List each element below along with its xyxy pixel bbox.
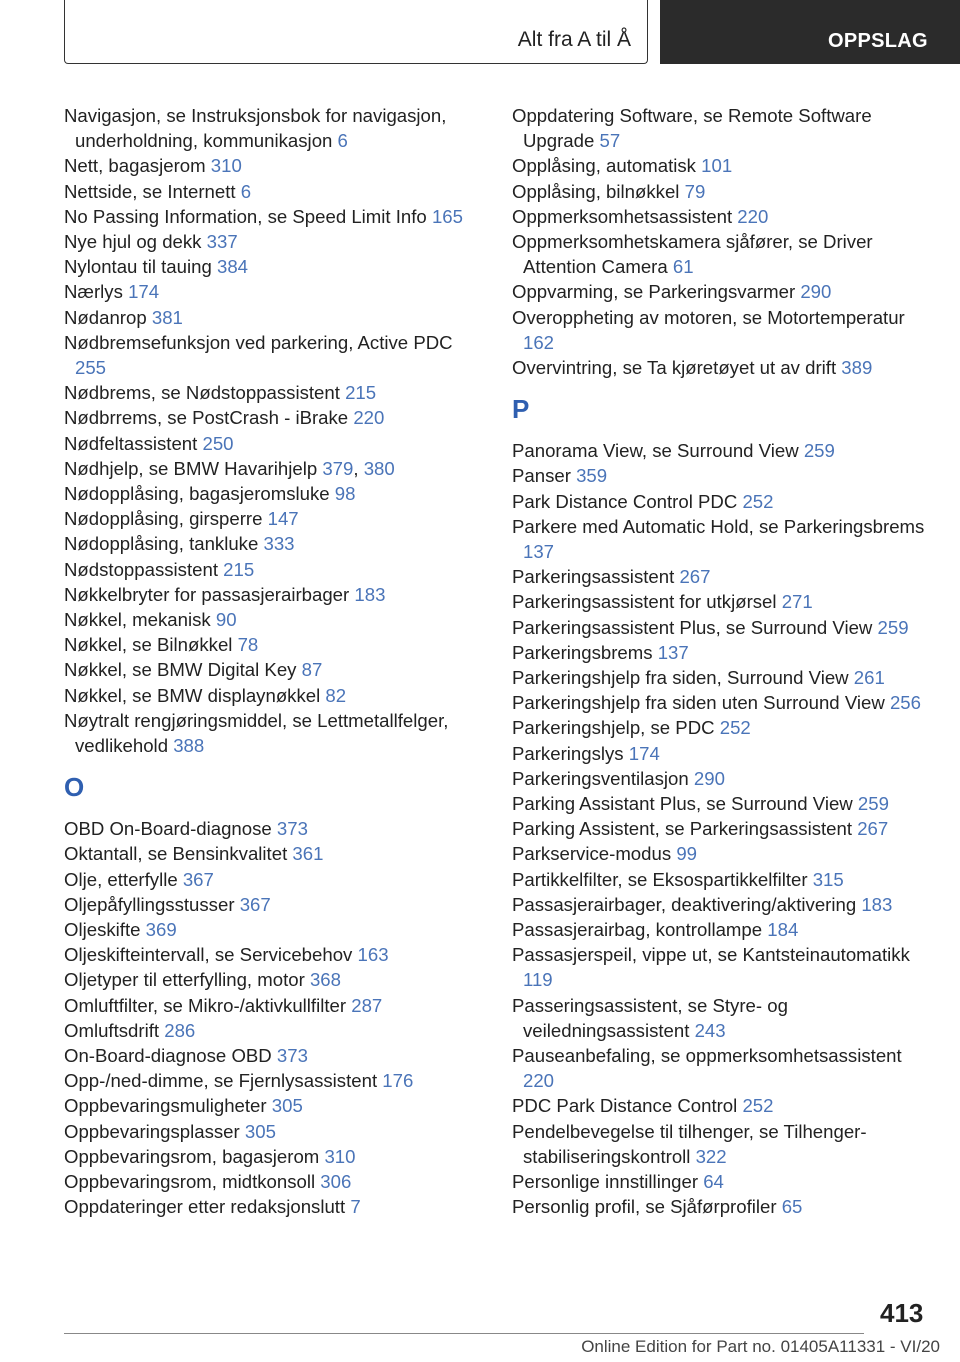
- page-reference-link[interactable]: 367: [239, 893, 271, 915]
- page-reference-link[interactable]: 174: [128, 281, 160, 303]
- index-entry: [512, 791, 932, 816]
- index-entry-text: Omluftsdrift: [64, 1019, 160, 1041]
- page-reference-link[interactable]: 310: [210, 155, 242, 177]
- page-reference-link[interactable]: 306: [320, 1171, 352, 1193]
- index-entry-text: Partikkelfilter, se Eksospartikkelfilter: [512, 868, 808, 890]
- index-entry-text: Pauseanbefaling, se oppmerksomhetsassistent: [512, 1045, 902, 1067]
- page-reference-link[interactable]: 165: [431, 205, 463, 227]
- index-entry-text: Nettside, se Internett: [64, 180, 236, 202]
- index-entry: [512, 1169, 932, 1194]
- index-entry: [64, 279, 484, 304]
- page-reference-link[interactable]: 287: [351, 994, 383, 1016]
- index-entry-text: Nødhjelp, se BMW Havarihjelp: [64, 457, 318, 479]
- page-reference-link[interactable]: 64: [703, 1171, 724, 1193]
- index-entry-text: Passasjerspeil, vippe ut, se Kantsteinautomatikk: [512, 944, 910, 966]
- index-entry: [512, 1119, 932, 1169]
- index-entry: [64, 683, 484, 708]
- index-entry-text: Nøkkel, se Bilnøkkel: [64, 634, 233, 656]
- index-entry-text: Nye hjul og dekk: [64, 231, 202, 253]
- index-entry: [512, 463, 932, 488]
- page-reference-link[interactable]: 384: [216, 256, 249, 278]
- header-title: Alt fra A til Å: [517, 28, 631, 51]
- index-entry: [64, 1169, 484, 1194]
- page-reference-link[interactable]: 119: [523, 969, 553, 991]
- index-entry: [64, 531, 484, 556]
- index-entry-text: Passasjerairbager, deaktivering/aktivering: [512, 893, 857, 915]
- page-reference-link[interactable]: 82: [325, 684, 347, 706]
- index-entry-text: Oljeskifte: [64, 919, 141, 941]
- index-entry-text: Overvintring, se Ta kjøretøyet ut av drift: [512, 357, 837, 379]
- page-reference-link[interactable]: 259: [857, 793, 889, 815]
- page-reference-link[interactable]: 163: [357, 944, 389, 966]
- index-entry-text: PDC Park Distance Control: [512, 1095, 738, 1117]
- index-entry-text: Opplåsing, automatisk: [512, 155, 696, 177]
- index-entry-text: Pendelbevegelse til tilhenger, se Tilhenger-stabiliseringskontroll: [512, 1120, 867, 1167]
- index-entry: [512, 179, 932, 204]
- index-entry: [512, 766, 932, 791]
- index-entry: [512, 438, 932, 463]
- page-reference-link[interactable]: 373: [276, 818, 308, 840]
- index-entry-text: Parkeringsassistent: [512, 566, 675, 588]
- index-entry: [512, 229, 932, 279]
- index-column-left: [64, 103, 484, 1220]
- index-entry: [512, 279, 932, 304]
- index-entry-text: Parkeringsbrems: [512, 641, 653, 663]
- page-reference-link[interactable]: 380: [363, 457, 395, 479]
- index-entry-text: Nøytralt rengjøringsmiddel, se Lettmetallfelger, vedlikehold: [64, 709, 449, 757]
- page-reference-link[interactable]: 147: [267, 508, 299, 530]
- index-entry-text: Nødbremsefunksjon ved parkering, Active PDC: [64, 331, 453, 353]
- index-entry: [512, 892, 932, 917]
- page-reference-link[interactable]: 7: [350, 1196, 361, 1218]
- index-entry-text: Oljepåfyllingsstusser: [64, 893, 235, 915]
- page-reference-link[interactable]: 286: [164, 1019, 196, 1041]
- page-reference-link[interactable]: 368: [309, 969, 341, 991]
- index-entry: [512, 355, 932, 380]
- index-entry-text: Opplåsing, bilnøkkel: [512, 180, 680, 202]
- index-entry-text: Oljetyper til etterfylling, motor: [64, 969, 305, 991]
- index-letter-heading: O: [64, 771, 85, 802]
- page-reference-link[interactable]: 389: [841, 357, 873, 379]
- index-entry: Nødhjelp, se BMW Havarihjelp 379, 380: [64, 457, 395, 479]
- index-entry-text: Parking Assistent, se Parkeringsassistent: [512, 818, 853, 840]
- index-entry: [64, 967, 484, 992]
- page-reference-link[interactable]: 373: [276, 1045, 308, 1067]
- page-reference-link[interactable]: 259: [877, 616, 909, 638]
- page-reference-link[interactable]: 290: [693, 767, 725, 789]
- index-entry: [64, 708, 484, 758]
- index-entry-text: Oppbevaringsplasser: [64, 1120, 240, 1142]
- index-entry: [512, 204, 932, 229]
- index-entry: [512, 305, 932, 355]
- page-reference-link[interactable]: 252: [719, 717, 751, 739]
- index-entry: [512, 103, 932, 153]
- index-entry: [512, 153, 932, 178]
- index-entry-text: Nødbrems, se Nødstoppassistent: [64, 382, 340, 404]
- index-entry-text: Oppbevaringsrom, bagasjerom: [64, 1145, 320, 1167]
- page-reference-link[interactable]: 322: [695, 1145, 727, 1167]
- index-entry: [64, 1068, 484, 1093]
- page-reference-link[interactable]: 220: [353, 407, 385, 429]
- index-letter-heading: P: [512, 393, 530, 424]
- page-reference-link[interactable]: 367: [182, 868, 214, 890]
- page-reference-link[interactable]: 174: [628, 742, 660, 764]
- index-entry-text: Parkeringshjelp fra siden uten Surround View: [512, 692, 885, 714]
- index-entry: [64, 1119, 484, 1144]
- index-entry-text: Panorama View, se Surround View: [512, 440, 799, 462]
- page-reference-link[interactable]: 359: [576, 465, 608, 487]
- index-entry-text: Oljeskifteintervall, se Servicebehov: [64, 944, 353, 966]
- index-entry: [64, 841, 484, 866]
- index-entry: [512, 514, 932, 564]
- page-reference-link[interactable]: 381: [151, 306, 183, 328]
- index-entry-text: Oppmerksomhetskamera sjåfører, se Driver Attention Camera: [512, 231, 873, 278]
- page-reference-link[interactable]: 305: [271, 1095, 303, 1117]
- page-reference-link[interactable]: 61: [672, 256, 694, 278]
- index-entry-text: Parkservice-modus: [512, 843, 672, 865]
- index-entry: [512, 993, 932, 1043]
- index-entry-text: Park Distance Control PDC: [512, 490, 738, 512]
- index-entry: [512, 816, 932, 841]
- index-entry-text: Parkeringsventilasjon: [512, 767, 689, 789]
- index-entry-text: Nylontau til tauing: [64, 256, 212, 278]
- index-entry-text: Parking Assistant Plus, se Surround View: [512, 793, 853, 815]
- page-reference-link[interactable]: 215: [223, 558, 255, 580]
- page-reference-link[interactable]: 290: [800, 281, 832, 303]
- index-entry: [512, 1194, 932, 1219]
- page-reference-link[interactable]: 267: [679, 566, 711, 588]
- index-entry: [64, 867, 484, 892]
- page-reference-link[interactable]: 99: [676, 843, 697, 865]
- index-entry-text: Nøkkel, se BMW Digital Key: [64, 659, 297, 681]
- index-entry: [64, 179, 484, 204]
- index-entry: [64, 1144, 484, 1169]
- index-entry-text: Nærlys: [64, 281, 123, 303]
- index-entry: [64, 204, 484, 229]
- index-entry-text: Parkeringshjelp fra siden, Surround View: [512, 667, 849, 689]
- index-entry-text: Nøkkel, se BMW displaynøkkel: [64, 684, 321, 706]
- index-entry-text: Oppbevaringsmuligheter: [64, 1095, 267, 1117]
- index-entry-text: On-Board-diagnose OBD: [64, 1045, 272, 1067]
- page-reference-link[interactable]: 6: [337, 130, 348, 152]
- index-entry-text: Oppbevaringsrom, midtkonsoll: [64, 1171, 316, 1193]
- index-entry: [64, 816, 484, 841]
- page-reference-link[interactable]: 137: [657, 641, 689, 663]
- page-reference-link[interactable]: 379: [322, 457, 354, 479]
- page-reference-link[interactable]: 6: [240, 180, 252, 202]
- index-entry-text: Nødopplåsing, tankluke: [64, 533, 259, 555]
- page-reference-link[interactable]: 305: [244, 1120, 276, 1142]
- page-reference-link[interactable]: 87: [301, 659, 323, 681]
- page-reference-link[interactable]: 184: [767, 919, 799, 941]
- index-entry-text: Passasjerairbag, kontrollampe: [512, 919, 763, 941]
- index-entry-text: Nødopplåsing, bagasjeromsluke: [64, 483, 330, 505]
- page-reference-link[interactable]: 261: [853, 667, 885, 689]
- index-entry: [64, 380, 484, 405]
- index-entry-text: Parkeringsassistent Plus, se Surround View: [512, 616, 873, 638]
- page-reference-link[interactable]: 256: [889, 692, 921, 714]
- page-reference-link[interactable]: 183: [861, 893, 893, 915]
- index-column-right: [512, 103, 932, 1220]
- page-reference-link[interactable]: 388: [173, 735, 205, 757]
- page-reference-link[interactable]: 361: [292, 843, 324, 865]
- index-entry-text: Personlige innstillinger: [512, 1171, 699, 1193]
- page-number: 413: [880, 1298, 924, 1328]
- page-reference-link[interactable]: 183: [354, 583, 386, 605]
- index-entry: [512, 942, 932, 992]
- index-entry-text: Parkeringsassistent for utkjørsel: [512, 591, 777, 613]
- index-entry: [64, 405, 484, 430]
- index-entry-text: Nødopplåsing, girsperre: [64, 508, 263, 530]
- index-entry-text: Opp-/ned-dimme, se Fjernlysassistent: [64, 1070, 378, 1092]
- index-entry-text: Navigasjon, se Instruksjonsbok for navigasjon, underholdning, kommunikasjon: [64, 105, 447, 152]
- index-entry: [64, 1018, 484, 1043]
- page-reference-link[interactable]: 310: [324, 1145, 356, 1167]
- page-reference-link[interactable]: 220: [523, 1070, 555, 1092]
- section-label: OPPSLAG: [660, 0, 960, 64]
- index-entry-text: Oppdatering Software, se Remote Software Upgrade: [512, 105, 872, 152]
- page-reference-link[interactable]: 369: [145, 919, 177, 941]
- index-entry-text: Oktantall, se Bensinkvalitet: [64, 843, 288, 865]
- index-entry: [512, 917, 932, 942]
- index-entry: [512, 665, 932, 690]
- index-entry: [512, 564, 932, 589]
- index-entry-text: Nett, bagasjerom: [64, 155, 206, 177]
- index-entry: [64, 917, 484, 942]
- page-reference-link[interactable]: 267: [857, 818, 889, 840]
- index-entry: [64, 557, 484, 582]
- index-entry-text: Nøkkel, mekanisk: [64, 609, 211, 631]
- index-entry: [64, 330, 484, 380]
- page-reference-link[interactable]: 176: [382, 1070, 414, 1092]
- page-reference-link[interactable]: 101: [701, 155, 733, 177]
- footer-divider: [64, 1333, 864, 1334]
- index-entry: [64, 254, 484, 279]
- index-entry: [64, 506, 484, 531]
- page-reference-link[interactable]: 252: [742, 490, 774, 512]
- index-entry: [512, 1093, 932, 1118]
- page-reference-link[interactable]: 79: [684, 180, 706, 202]
- footer-text: Online Edition for Part no. 01405A11331 - VI/20: [581, 1337, 940, 1356]
- index-entry: [512, 615, 932, 640]
- index-entry-text: OBD On-Board-diagnose: [64, 818, 272, 840]
- index-entry: [64, 1043, 484, 1068]
- index-entry: [512, 690, 932, 715]
- page-reference-link[interactable]: 98: [334, 483, 356, 505]
- index-entry: [512, 867, 932, 892]
- index-entry: [64, 993, 484, 1018]
- index-entry-text: Nøkkelbryter for passasjerairbager: [64, 583, 350, 605]
- index-entry: [64, 607, 484, 632]
- index-entry-text: Panser: [512, 465, 571, 487]
- page-reference-link[interactable]: 65: [781, 1196, 803, 1218]
- index-entry: [64, 103, 484, 153]
- index-entry-text: Olje, etterfylle: [64, 868, 178, 890]
- index-entry: [512, 715, 932, 740]
- page-reference-link[interactable]: 259: [803, 440, 835, 462]
- page-reference-link[interactable]: 215: [345, 382, 377, 404]
- index-entry-text: Passeringsassistent, se Styre- og veiledningsassistent: [512, 994, 788, 1041]
- index-entry-text: Overoppheting av motoren, se Motortemperatur: [512, 306, 905, 328]
- index-entry: [64, 305, 484, 330]
- page-reference-link[interactable]: 271: [781, 591, 813, 613]
- index-entry-text: Parkeringshjelp, se PDC: [512, 717, 715, 739]
- page-reference-link[interactable]: 333: [263, 533, 295, 555]
- index-entry: [512, 1043, 932, 1093]
- index-entry: [64, 942, 484, 967]
- page-reference-link[interactable]: 255: [75, 357, 107, 379]
- index-entry-text: Nødstoppassistent: [64, 558, 218, 580]
- index-entry: [64, 1194, 484, 1219]
- index-entry-text: Parkeringslys: [512, 742, 624, 764]
- index-entry: [512, 489, 932, 514]
- page-reference-link[interactable]: 220: [737, 205, 769, 227]
- index-entry: [64, 1093, 484, 1118]
- index-entry: [64, 431, 484, 456]
- index-entry-text: Personlig profil, se Sjåførprofiler: [512, 1196, 777, 1218]
- index-entry: [512, 589, 932, 614]
- index-entry-text: Nødfeltassistent: [64, 432, 198, 454]
- index-entry: [64, 657, 484, 682]
- index-entry: [64, 229, 484, 254]
- index-entry-text: Nødbrrems, se PostCrash - iBrake: [64, 407, 349, 429]
- index-entry-text: No Passing Information, se Speed Limit Info: [64, 205, 427, 227]
- page-reference-link[interactable]: 162: [523, 331, 555, 353]
- index-entry: [64, 892, 484, 917]
- index-entry-text: Omluftfilter, se Mikro-/aktivkullfilter: [64, 994, 347, 1016]
- page-reference-link[interactable]: 78: [237, 634, 259, 656]
- index-entry: [64, 153, 484, 178]
- page-reference-link[interactable]: 315: [812, 868, 844, 890]
- index-entry: [64, 481, 484, 506]
- index-entry: [512, 841, 932, 866]
- index-entry-text: Oppvarming, se Parkeringsvarmer: [512, 281, 796, 303]
- index-entry: [512, 741, 932, 766]
- page-reference-link[interactable]: 337: [206, 231, 238, 253]
- index-entry-text: Nødanrop: [64, 306, 147, 328]
- page-reference-link[interactable]: 57: [599, 130, 621, 152]
- index-entry-text: Parkere med Automatic Hold, se Parkeringsbrems: [512, 515, 925, 537]
- index-entry-text: Oppdateringer etter redaksjonslutt: [64, 1196, 346, 1218]
- header-tab: [64, 0, 648, 64]
- page-reference-link[interactable]: 137: [523, 541, 555, 563]
- page-reference-link[interactable]: 252: [742, 1095, 774, 1117]
- index-entry: [64, 582, 484, 607]
- page-reference-link[interactable]: 250: [202, 432, 234, 454]
- index-entry: [64, 632, 484, 657]
- index-entry-text: Oppmerksomhetsassistent: [512, 205, 733, 227]
- page-reference-link[interactable]: 90: [215, 609, 237, 631]
- index-entry: [512, 640, 932, 665]
- page-reference-link[interactable]: 243: [694, 1019, 726, 1041]
